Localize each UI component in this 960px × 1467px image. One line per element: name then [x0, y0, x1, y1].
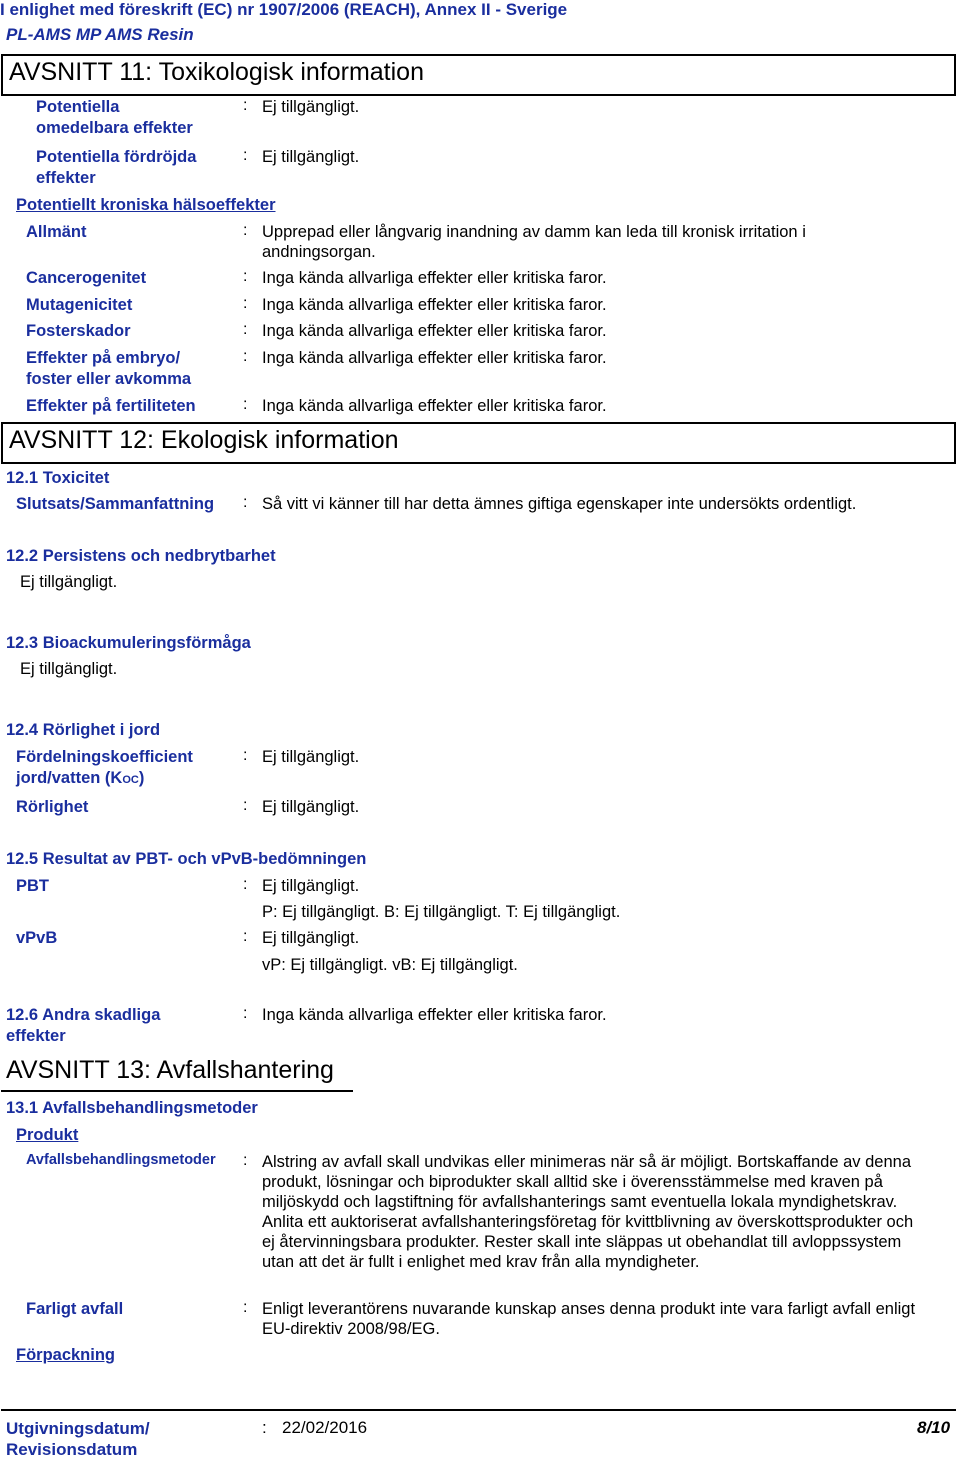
delayed-effects-value: Ej tillgängligt. — [262, 148, 360, 166]
section-11-title: AVSNITT 11: Toxikologisk information — [1, 54, 956, 96]
fertility-effects-value: Inga kända allvarliga effekter eller kritiska faror. — [262, 397, 607, 415]
mobility-label: Rörlighet — [16, 798, 89, 816]
persistence-value: Ej tillgängligt. — [20, 573, 118, 591]
disposal-colon: : — [243, 1152, 248, 1169]
mobility-value: Ej tillgängligt. — [262, 798, 360, 816]
revision-date-colon: : — [262, 1418, 267, 1437]
other-effects-label: 12.6 Andra skadliga effekter — [6, 1006, 161, 1045]
pbt-label: PBT — [16, 877, 49, 895]
soil-mobility-heading: 12.4 Rörlighet i jord — [6, 721, 161, 739]
revision-date-label: Utgivningsdatum/ Revisionsdatum — [6, 1419, 150, 1459]
carcinogenicity-label: Cancerogenitet — [26, 269, 147, 287]
bioaccumulation-value: Ej tillgängligt. — [20, 660, 118, 678]
immediate-effects-value: Ej tillgängligt. — [262, 98, 360, 116]
pbt-detail: P: Ej tillgängligt. B: Ej tillgängligt. T: Ej tillgängligt. — [262, 903, 621, 921]
disposal-methods-value: Alstring av avfall skall undvikas eller minimeras när så är möjligt. Bortskaffande av denna produkt, lösningar och biprodukter skall alltid ske i överensstämmelse med kraven på miljöskydd och lagstiftning för avfallshanterings samt eventuella lokala myndighetskrav. Anlita ett auktoriserat avfallshanteringsföretag för kvittblivning av överskottsprodukter och ej återvinningsbara produkter. Rester skall inte släppas ut obehandlat till avloppssystem utan att det är fullt i enlighet med krav från alla myndigheter. — [262, 1153, 914, 1271]
carcinogenicity-value: Inga kända allvarliga effekter eller kritiska faror. — [262, 269, 607, 287]
persistence-heading: 12.2 Persistens och nedbrytbarhet — [6, 547, 276, 565]
waste-methods-heading: 13.1 Avfallsbehandlingsmetoder — [6, 1099, 258, 1117]
summary-value: Så vitt vi känner till har detta ämnes giftiga egenskaper inte undersökts ordentligt. — [262, 495, 857, 513]
vpvb-detail: vP: Ej tillgängligt. vB: Ej tillgängligt. — [262, 956, 518, 974]
mutagenicity-value: Inga kända allvarliga effekter eller kritiska faror. — [262, 296, 607, 314]
hazardous-waste-colon: : — [243, 1299, 248, 1316]
general-label: Allmänt — [26, 223, 87, 241]
fetal-damage-value: Inga kända allvarliga effekter eller kritiska faror. — [262, 322, 607, 340]
partition-coefficient-value: Ej tillgängligt. — [262, 748, 360, 766]
product-name: PL-AMS MP AMS Resin — [6, 25, 194, 44]
document-header-title: I enlighet med föreskrift (EC) nr 1907/2006 (REACH), Annex II - Sverige — [0, 0, 568, 19]
page-number: 8/10 — [917, 1418, 951, 1437]
hazardous-waste-label: Farligt avfall — [26, 1300, 124, 1318]
packaging-heading: Förpackning — [16, 1346, 116, 1364]
vpvb-value: Ej tillgängligt. — [262, 929, 360, 947]
bioaccumulation-heading: 12.3 Bioackumuleringsförmåga — [6, 634, 251, 652]
embryo-effects-value: Inga kända allvarliga effekter eller kritiska faror. — [262, 349, 607, 367]
pbt-value: Ej tillgängligt. — [262, 877, 360, 895]
fetal-damage-label: Fosterskador — [26, 322, 131, 340]
vpvb-label: vPvB — [16, 929, 58, 947]
fertility-effects-label: Effekter på fertiliteten — [26, 397, 196, 415]
general-value: Upprepad eller långvarig inandning av damm kan leda till kronisk irritation i andningsorgan. — [262, 223, 806, 261]
revision-date-value: 22/02/2016 — [282, 1418, 368, 1437]
pbt-assessment-heading: 12.5 Resultat av PBT- och vPvB-bedömningen — [6, 850, 367, 868]
section-13-underline — [1, 1090, 353, 1092]
immediate-effects-label: Potentiella omedelbara effekter — [36, 98, 193, 137]
partition-coefficient-label: Fördelningskoefficient jord/vatten (KOC) — [16, 748, 193, 787]
embryo-effects-label: Effekter på embryo/ foster eller avkomma — [26, 349, 192, 388]
hazardous-waste-value: Enligt leverantörens nuvarande kunskap anses denna produkt inte vara farligt avfall enligt EU-direktiv 2008/98/EG. — [262, 1300, 916, 1338]
product-heading: Produkt — [16, 1126, 79, 1144]
section-13-title: AVSNITT 13: Avfallshantering — [6, 1056, 334, 1084]
other-effects-value: Inga kända allvarliga effekter eller kritiska faror. — [262, 1006, 607, 1024]
delayed-effects-label: Potentiella fördröjda effekter — [36, 148, 197, 187]
disposal-methods-label: Avfallsbehandlingsmetoder — [26, 1152, 216, 1168]
mutagenicity-label: Mutagenicitet — [26, 296, 133, 314]
toxicity-heading: 12.1 Toxicitet — [6, 469, 110, 487]
chronic-effects-heading: Potentiellt kroniska hälsoeffekter — [16, 196, 276, 214]
summary-label: Slutsats/Sammanfattning — [16, 495, 215, 513]
footer-divider — [1, 1409, 956, 1411]
section-12-title: AVSNITT 12: Ekologisk information — [1, 422, 956, 464]
